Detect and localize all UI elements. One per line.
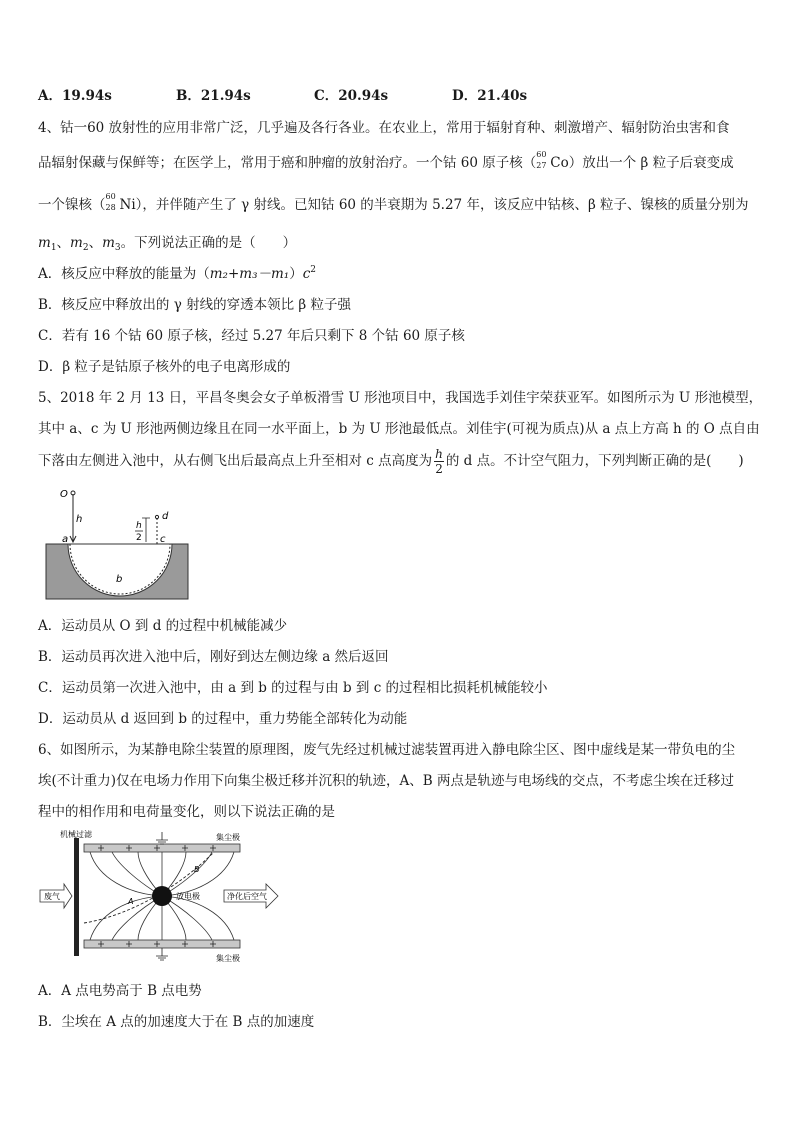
label-collector-bottom: 集尘极 bbox=[216, 954, 240, 963]
q5-stem-line1: 5、2018 年 2 月 13 日，平昌冬奥会女子单板滑雪 U 形池项目中，我国选手刘佳宇荣获亚军。如图所示为 U 形池模型， bbox=[38, 390, 763, 406]
mass-sep-1: 、 bbox=[56, 235, 71, 251]
label-h: h bbox=[76, 514, 83, 525]
precipitator-figure bbox=[38, 828, 288, 970]
label-filter: 机械过滤 bbox=[60, 830, 92, 839]
q3-option-d: D．21.40s bbox=[452, 88, 528, 104]
q4-stem-line2-end: ）放出一个 β 粒子后衰变成 bbox=[568, 155, 734, 171]
h-half-dim bbox=[142, 518, 150, 542]
label-a: a bbox=[62, 534, 69, 545]
frac-denominator: 2 bbox=[435, 462, 443, 476]
q6-option-b: B．尘埃在 A 点的加速度大于在 B 点的加速度 bbox=[38, 1014, 315, 1030]
q5-option-c: C．运动员第一次进入池中，由 a 到 b 的过程与由 b 到 c 的过程相比损耗机械能较小 bbox=[38, 680, 548, 696]
q5-stem-line3 bbox=[38, 447, 744, 476]
q4-stem-line3-start: 一个镍核（ bbox=[38, 197, 106, 213]
q4-option-a bbox=[38, 262, 316, 282]
mass-m1-sub: 1 bbox=[50, 243, 57, 253]
mass-m1: m bbox=[38, 235, 51, 251]
label-waste-gas: 废气 bbox=[44, 892, 60, 901]
nickel-isotope bbox=[105, 192, 120, 213]
mass-m3: m bbox=[102, 235, 115, 251]
u-pool-figure bbox=[40, 484, 190, 602]
label-b: b bbox=[116, 574, 123, 585]
filter-plate bbox=[74, 838, 79, 956]
q3-option-a: A．19.94s bbox=[38, 88, 112, 104]
q4-option-a-expr: m₂+m₃－m₁ bbox=[209, 266, 290, 282]
h-half-fraction bbox=[434, 447, 444, 476]
q4-option-a-exp: 2 bbox=[310, 265, 316, 275]
q6-stem-line3: 程中的相作用和电荷量变化，则以下说法正确的是 bbox=[38, 804, 335, 820]
mass-sep-2: 、 bbox=[88, 235, 103, 251]
label-d: d bbox=[162, 511, 169, 522]
emitter-electrode bbox=[152, 886, 172, 906]
q5-option-a: A．运动员从 O 到 d 的过程中机械能减少 bbox=[38, 618, 288, 634]
q4-stem-line2 bbox=[38, 151, 734, 171]
q4-stem-line1: 4、钴一60 放射性的应用非常广泛，几乎遍及各行各业。在农业上，常用于辐射育种、刺激增产、辐射防治虫害和食 bbox=[38, 120, 730, 136]
label-collector-top: 集尘极 bbox=[216, 833, 240, 842]
label-point-b: B bbox=[194, 865, 200, 874]
q5-stem-line3-end: 的 d 点。不计空气阻力，下列判断正确的是( ) bbox=[445, 453, 744, 469]
q5-stem-line2: 其中 a、c 为 U 形池两侧边缘且在同一水平面上，b 为 U 形池最低点。刘佳宇(可视为质点)从 a 点上方高 h 的 O 点自由 bbox=[38, 421, 760, 437]
cobalt-isotope bbox=[536, 150, 550, 171]
q6-stem-line1: 6、如图所示，为某静电除尘装置的原理图，废气先经过机械过滤装置再进入静电除尘区、图中虚线是某一带负电的尘 bbox=[38, 742, 736, 758]
q4-stem-line2-start: 品辐射保藏与保鲜等；在医学上，常用于癌和肿瘤的放射治疗。一个钴 60 原子核（ bbox=[38, 155, 537, 171]
q4-option-a-c: c bbox=[302, 266, 311, 282]
nickel-mass-number: 60 bbox=[105, 192, 116, 201]
collector-bottom-plate bbox=[84, 940, 240, 948]
q4-stem-line4 bbox=[38, 231, 296, 253]
point-d-marker bbox=[155, 515, 158, 518]
q4-option-a-post: ） bbox=[289, 266, 303, 282]
cobalt-mass-number: 60 bbox=[536, 150, 547, 159]
q4-option-a-pre: A．核反应中释放的能量为（ bbox=[38, 266, 210, 282]
q6-stem-line2: 埃(不计重力)仅在电场力作用下向集尘极迁移并沉积的轨迹，A、B 两点是轨迹与电场线的交点，不考虑尘埃在迁移过 bbox=[38, 773, 734, 789]
label-h-half-den: 2 bbox=[136, 533, 142, 543]
frac-numerator: h bbox=[435, 447, 443, 461]
q5-stem-line3-start: 下落由左侧进入池中，从右侧飞出后最高点上升至相对 c 点高度为 bbox=[38, 453, 433, 469]
q5-option-d: D．运动员从 d 返回到 b 的过程中，重力势能全部转化为动能 bbox=[38, 711, 408, 727]
nickel-symbol: Ni bbox=[119, 197, 136, 213]
q4-stem-line3 bbox=[38, 193, 749, 213]
label-c: c bbox=[160, 534, 166, 545]
cobalt-symbol: Co bbox=[550, 155, 569, 171]
nickel-atomic-number: 28 bbox=[105, 203, 116, 212]
label-clean-air: 净化后空气 bbox=[227, 892, 267, 901]
label-o: O bbox=[60, 489, 68, 500]
q4-question-tail: 。下列说法正确的是（ ） bbox=[120, 235, 297, 251]
cobalt-atomic-number: 27 bbox=[536, 161, 547, 170]
q4-stem-line3-end: ），并伴随产生了 γ 射线。已知钴 60 的半衰期为 5.27 年，该反应中钴核、β 粒子、镍核的质量分别为 bbox=[135, 197, 749, 213]
mass-m2-sub: 2 bbox=[82, 243, 89, 253]
label-emitter: 放电极 bbox=[176, 892, 200, 901]
pool-ground bbox=[46, 544, 188, 599]
q3-option-b: B．21.94s bbox=[176, 88, 251, 104]
collector-top-plate bbox=[84, 844, 240, 852]
q4-option-b: B．核反应中释放出的 γ 射线的穿透本领比 β 粒子强 bbox=[38, 297, 351, 313]
q4-option-d: D．β 粒子是钴原子核外的电子电离形成的 bbox=[38, 359, 291, 375]
mass-m3-sub: 3 bbox=[114, 243, 121, 253]
q5-option-b: B．运动员再次进入池中后，刚好到达左侧边缘 a 然后返回 bbox=[38, 649, 389, 665]
q3-option-c: C．20.94s bbox=[314, 88, 389, 104]
mass-m2: m bbox=[70, 235, 83, 251]
label-h-half-num: h bbox=[136, 521, 142, 531]
q4-option-c: C．若有 16 个钴 60 原子核，经过 5.27 年后只剩下 8 个钴 60 原子核 bbox=[38, 328, 465, 344]
label-point-a: A bbox=[128, 897, 134, 906]
q6-option-a: A．A 点电势高于 B 点电势 bbox=[38, 983, 202, 999]
